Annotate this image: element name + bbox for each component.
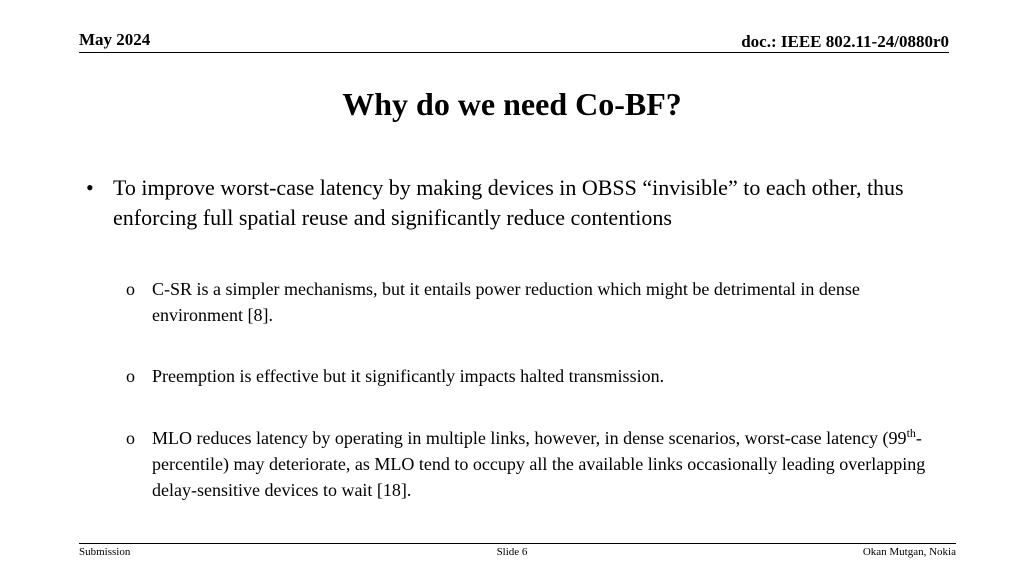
sub-bullet-text — [152, 425, 946, 503]
footer-slide-number: Slide 6 — [496, 546, 528, 558]
header-date: May 2024 — [79, 30, 151, 49]
bullet-dot-icon: • — [86, 175, 94, 200]
header-doc-id: doc.: IEEE 802.11-24/0880r0 — [741, 32, 949, 51]
sub-bullet-circle-icon: o — [126, 428, 135, 448]
footer-divider — [79, 543, 956, 544]
sub-bullet-text-part: -percentile) may deteriorate, as MLO tend to occupy all the available links occasionally leading overlapping delay-sensitive devices to wait [18]. — [152, 428, 926, 500]
sub-bullet-mlo — [126, 425, 946, 503]
sub-bullet-text-part: MLO reduces latency by operating in multiple links, however, in dense scenarios, worst-case latency (99 — [152, 428, 907, 448]
sub-bullet-text: C-SR is a simpler mechanisms, but it entails power reduction which might be detrimental in dense environment [8]. — [152, 279, 860, 325]
footer-author: Okan Mutgan, Nokia — [862, 546, 956, 558]
superscript: th — [906, 426, 916, 440]
slide-title: Why do we need Co-BF? — [342, 86, 682, 122]
sub-bullet-circle-icon: o — [126, 366, 135, 386]
sub-bullet-preemption — [126, 363, 946, 389]
main-bullet-text: To improve worst-case latency by making devices in OBSS “invisible” to each other, thus enforcing full spatial reuse and significantly reduce contentions — [113, 175, 904, 230]
footer-submission: Submission — [79, 546, 131, 558]
sub-bullet-circle-icon: o — [126, 279, 135, 299]
sub-bullet-csr — [126, 276, 946, 328]
sub-bullet-text: Preemption is effective but it significantly impacts halted transmission. — [152, 366, 665, 386]
header-divider — [79, 52, 949, 53]
main-bullet — [86, 173, 946, 233]
